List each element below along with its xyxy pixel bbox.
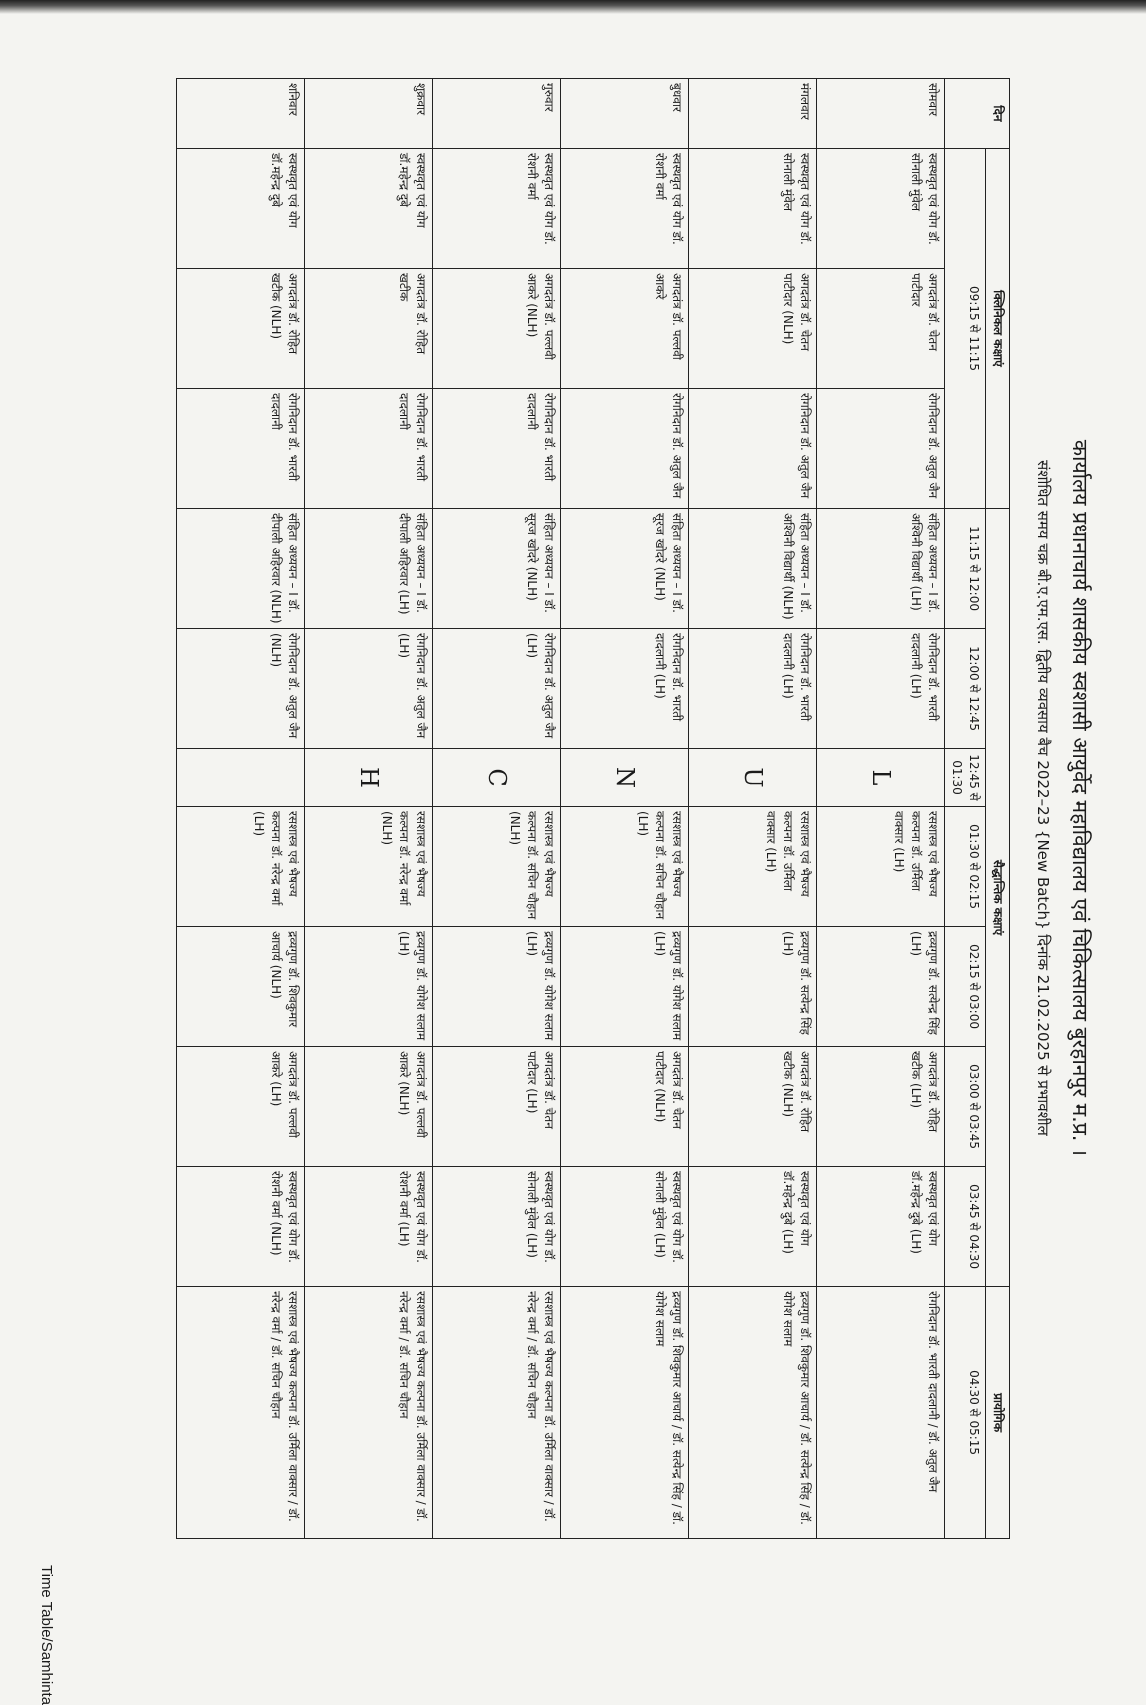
time-slot-header: 03:45 से 04:30 <box>945 1167 986 1287</box>
theory-header: सैद्धान्तिक कक्षाएं <box>986 509 1010 1287</box>
table-row <box>817 79 945 1539</box>
practical-cell: द्रव्यगुण डॉ. शिवकुमार आचार्य / डॉ. सत्येन्द्र सिंह / डॉ. योगेश सलाम <box>561 1287 689 1539</box>
theory-cell: रसशास्त्र एवं भैषज्य कल्पना डॉ. नरेन्द्र वर्मा (LH) <box>177 807 305 927</box>
lunch-letter: H <box>355 767 383 788</box>
day-cell: गुरुवार <box>433 79 561 149</box>
lunch-cell <box>689 749 817 807</box>
clinical-cell: स्वस्थवृत एवं योग डॉ. सोनाली मुंवेल <box>689 149 817 269</box>
practical-cell: रोगनिदान डॉ. भारती दादलानी / डॉ. अतुल जैन <box>817 1287 945 1539</box>
lunch-letter: L <box>867 769 895 786</box>
theory-cell: रोगनिदान डॉ. भारती दादलानी (LH) <box>817 629 945 749</box>
practical-header: प्रायोगिक <box>986 1287 1010 1539</box>
time-slot-header: 04:30 से 05:15 <box>945 1287 986 1539</box>
clinical-cell: रोगनिदान डॉ. भारती दादलानी <box>177 389 305 509</box>
theory-cell: संहिता अध्ययन – I डॉ. अश्विनी विद्यार्थी (NLH) <box>689 509 817 629</box>
theory-cell: रोगनिदान डॉ. अतुल जैन (LH) <box>433 629 561 749</box>
clinical-cell: अगदतंत्र डॉ. पल्लवी आकरे (NLH) <box>433 269 561 389</box>
practical-cell: रसशास्त्र एवं भैषज्य कल्पना डॉ. उर्मिला वाक्सार / डॉ. नरेन्द्र वर्मा / डॉ. सचिन चौहान <box>305 1287 433 1539</box>
day-column-header: दिन <box>945 79 1010 149</box>
theory-cell: द्रव्यगुण डॉ. योगेश सलाम (LH) <box>305 927 433 1047</box>
clinical-cell: अगदतंत्र डॉ. चेतन पाटीदार (NLH) <box>689 269 817 389</box>
clinical-header: क्लिनिकल कक्षाएं <box>986 149 1010 509</box>
theory-cell: स्वस्थवृत एवं योग डॉ. सोनाली मुंवेल (LH) <box>433 1167 561 1287</box>
table-row <box>177 79 305 1539</box>
day-cell: बुधवार <box>561 79 689 149</box>
theory-cell: द्रव्यगुण डॉ. सत्येन्द्र सिंह (LH) <box>689 927 817 1047</box>
theory-cell: रसशास्त्र एवं भैषज्य कल्पना डॉ. उर्मिला वाक्सार (LH) <box>817 807 945 927</box>
table-row <box>689 79 817 1539</box>
practical-cell: रसशास्त्र एवं भैषज्य कल्पना डॉ. उर्मिला वाक्सार / डॉ. नरेन्द्र वर्मा / डॉ. सचिन चौहान <box>433 1287 561 1539</box>
theory-cell: संहिता अध्ययन – I डॉ. दीपाली अहिरवार (NLH) <box>177 509 305 629</box>
theory-cell: संहिता अध्ययन – I डॉ. अश्विनी विद्यार्थी (LH) <box>817 509 945 629</box>
theory-cell: द्रव्यगुण डॉ. योगेश सलाम (LH) <box>433 927 561 1047</box>
lunch-cell <box>561 749 689 807</box>
practical-cell: द्रव्यगुण डॉ. शिवकुमार आचार्य / डॉ. सत्येन्द्र सिंह / डॉ. योगेश सलाम <box>689 1287 817 1539</box>
lunch-letter: C <box>483 768 511 787</box>
theory-cell: संहिता अध्ययन – I डॉ. सूरज खोदरे (NLH) <box>433 509 561 629</box>
scan-edge-shadow <box>0 0 1146 14</box>
theory-cell: अगदतंत्र डॉ. पल्लवी आकरे (LH) <box>177 1047 305 1167</box>
day-cell: शनिवार <box>177 79 305 149</box>
theory-cell: अगदतंत्र डॉ. रोहित खटीक (LH) <box>817 1047 945 1167</box>
clinical-cell: स्वस्थवृत एवं योग डॉ.महेन्द्र दुबे <box>305 149 433 269</box>
theory-cell: रोगनिदान डॉ. अतुल जैन (LH) <box>305 629 433 749</box>
clinical-cell: स्वस्थवृत एवं योग डॉ. रोशनी वर्मा <box>561 149 689 269</box>
clinical-cell: अगदतंत्र डॉ. चेतन पाटीदार <box>817 269 945 389</box>
time-slot-header: 02:15 से 03:00 <box>945 927 986 1047</box>
theory-cell: द्रव्यगुण डॉ. योगेश सलाम (LH) <box>561 927 689 1047</box>
time-slot-header: 01:30 से 02:15 <box>945 807 986 927</box>
timetable-sheet <box>60 48 1100 1548</box>
clinical-cell: अगदतंत्र डॉ. रोहित खटीक <box>305 269 433 389</box>
theory-cell: संहिता अध्ययन – I डॉ. दीपाली अहिरवार (LH) <box>305 509 433 629</box>
clinical-cell: अगदतंत्र डॉ. पल्लवी आकरे <box>561 269 689 389</box>
theory-cell: रोगनिदान डॉ. अतुल जैन (NLH) <box>177 629 305 749</box>
time-slot-header: 12:00 से 12:45 <box>945 629 986 749</box>
time-slot-header: 12:45 से 01:30 <box>945 749 986 807</box>
clinical-cell: रोगनिदान डॉ. भारती दादलानी <box>433 389 561 509</box>
clinical-cell: रोगनिदान डॉ. अतुल जैन <box>561 389 689 509</box>
theory-cell: रसशास्त्र एवं भैषज्य कल्पना डॉ. नरेन्द्र वर्मा (NLH) <box>305 807 433 927</box>
clinical-cell: स्वस्थवृत एवं योग डॉ. रोशनी वर्मा <box>433 149 561 269</box>
theory-cell: द्रव्यगुण डॉ. शिवकुमार आचार्य (NLH) <box>177 927 305 1047</box>
time-slot-header: 09:15 से 11:15 <box>945 149 986 509</box>
lunch-cell <box>817 749 945 807</box>
theory-cell: रोगनिदान डॉ. भारती दादलानी (LH) <box>561 629 689 749</box>
theory-cell: रसशास्त्र एवं भैषज्य कल्पना डॉ. सचिन चौहान (NLH) <box>433 807 561 927</box>
theory-cell: स्वस्थवृत एवं योग डॉ. सोनाली मुंवेल (LH) <box>561 1167 689 1287</box>
day-cell: मंगलवार <box>689 79 817 149</box>
table-row <box>561 79 689 1539</box>
clinical-cell: रोगनिदान डॉ. अतुल जैन <box>817 389 945 509</box>
table-row <box>433 79 561 1539</box>
theory-cell: स्वस्थवृत एवं योग डॉ.महेन्द्र दुबे (LH) <box>689 1167 817 1287</box>
footer-label: Time Table/Samhinta <box>38 1565 55 1705</box>
day-cell: शुक्रवार <box>305 79 433 149</box>
theory-cell: स्वस्थवृत एवं योग डॉ. रोशनी वर्मा (LH) <box>305 1167 433 1287</box>
clinical-cell: अगदतंत्र डॉ. रोहित खटीक (NLH) <box>177 269 305 389</box>
theory-cell: अगदतंत्र डॉ. चेतन पाटीदार (NLH) <box>561 1047 689 1167</box>
lunch-cell <box>433 749 561 807</box>
clinical-cell: स्वस्थवृत एवं योग डॉ. सोनाली मुंवेल <box>817 149 945 269</box>
theory-cell: रोगनिदान डॉ. भारती दादलानी (LH) <box>689 629 817 749</box>
theory-cell: रसशास्त्र एवं भैषज्य कल्पना डॉ. उर्मिला वाक्सार (LH) <box>689 807 817 927</box>
timetable <box>176 78 1010 1539</box>
theory-cell: अगदतंत्र डॉ. पल्लवी आकरे (NLH) <box>305 1047 433 1167</box>
practical-cell: रसशास्त्र एवं भैषज्य कल्पना डॉ. उर्मिला वाक्सार / डॉ. नरेन्द्र वर्मा / डॉ. सचिन चौहान <box>177 1287 305 1539</box>
lunch-cell <box>177 749 305 807</box>
header-row-times <box>945 79 986 1539</box>
lunch-letter: N <box>611 767 639 789</box>
lunch-letter: U <box>739 767 767 788</box>
table-row <box>305 79 433 1539</box>
theory-cell: अगदतंत्र डॉ. रोहित खटीक (NLH) <box>689 1047 817 1167</box>
document-title: कार्यालय प्रधानाचार्य शासकीय स्वशासी आयुर्वेद महाविद्यालय एवं चिकित्सालय बुरहानपुर म.प्र. । <box>1068 439 1092 1157</box>
clinical-cell: स्वस्थवृत एवं योग डॉ.महेन्द्र दुबे <box>177 149 305 269</box>
header-row-groups <box>986 79 1010 1539</box>
theory-cell: स्वस्थवृत एवं योग डॉ. रोशनी वर्मा (NLH) <box>177 1167 305 1287</box>
day-cell: सोमवार <box>817 79 945 149</box>
clinical-cell: रोगनिदान डॉ. अतुल जैन <box>689 389 817 509</box>
theory-cell: अगदतंत्र डॉ. चेतन पाटीदार (LH) <box>433 1047 561 1167</box>
document-subtitle: संशोधित समय चक्र बी.ए.एम.एस. द्वितीय व्यवसाय बैच 2022–23 {New Batch} दिनांक 21.02.2025 से प्रभावशील <box>1034 460 1052 1136</box>
theory-cell: रसशास्त्र एवं भैषज्य कल्पना डॉ. सचिन चौहान (LH) <box>561 807 689 927</box>
time-slot-header: 11:15 से 12:00 <box>945 509 986 629</box>
theory-cell: संहिता अध्ययन – I डॉ. सूरज खोदरे (NLH) <box>561 509 689 629</box>
time-slot-header: 03:00 से 03:45 <box>945 1047 986 1167</box>
clinical-cell: रोगनिदान डॉ. भारती दादलानी <box>305 389 433 509</box>
lunch-cell <box>305 749 433 807</box>
theory-cell: द्रव्यगुण डॉ. सत्येन्द्र सिंह (LH) <box>817 927 945 1047</box>
theory-cell: स्वस्थवृत एवं योग डॉ.महेन्द्र दुबे (LH) <box>817 1167 945 1287</box>
